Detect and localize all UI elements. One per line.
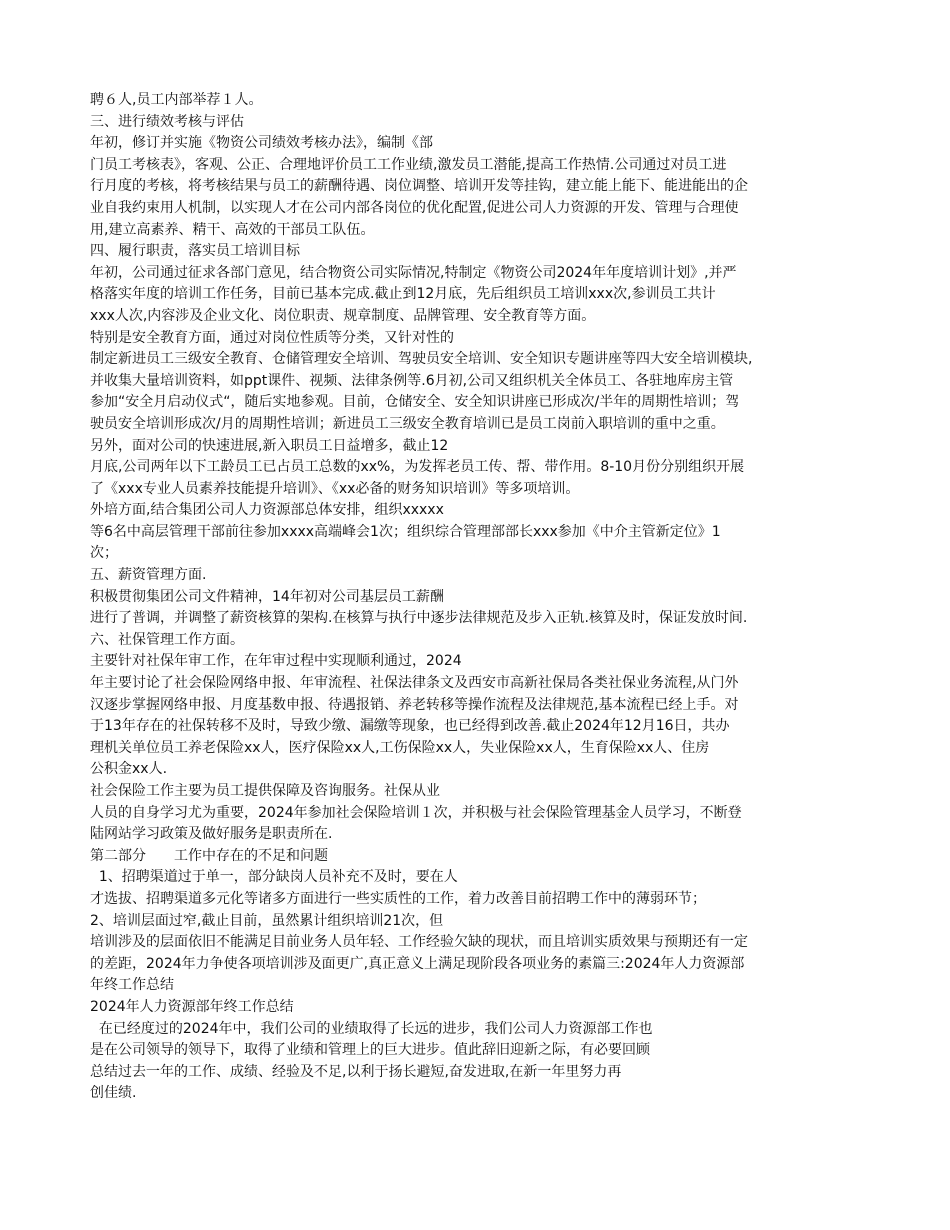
text-line: 1、招聘渠道过于单一，部分缺岗人员补充不及时，要在人 (90, 869, 458, 886)
text-line: 月底,公司两年以下工龄员工已占员工总数的xx%，为发挥老员工传、帮、带作用。8-10月份分别组织开展 (90, 459, 745, 476)
text-line: 行月度的考核，将考核结果与员工的薪酬待遇、岗位调整、培训开发等挂钩，建立能上能下、能进能出的企 (90, 178, 748, 195)
text-line: 才选拔、招聘渠道多元化等诸多方面进行一些实质性的工作，着力改善目前招聘工作中的薄弱环节； (90, 890, 706, 907)
text-line: 并收集大量培训资料，如ppt课件、视频、法律条例等.6月初,公司又组织机关全体员工、各驻地库房主管 (90, 372, 734, 389)
text-line: 等6名中高层管理干部前往参加xxxx高端峰会1次；组织综合管理部部长xxx参加《中介主管新定位》1 (90, 523, 721, 540)
text-line: 主要针对社保年审工作，在年审过程中实现顺利通过，2024 (90, 653, 462, 670)
text-line: 次； (90, 545, 118, 562)
text-line: 公积金xx人. (90, 761, 168, 778)
text-line: 的差距，2024年力争使各项培训涉及面更广,真正意义上满足现阶段各项业务的素篇三:2024年人力资源部 (90, 955, 745, 972)
text-line: 年主要讨论了社会保险网络申报、年审流程、社保法律条文及西安市高新社保局各类社保业务流程,从门外 (90, 675, 739, 692)
text-line: 汉逐步掌握网络申报、月度基数申报、待遇报销、养老转移等操作流程及法律规范,基本流程已经上手。对 (90, 696, 739, 713)
text-line: 制定新进员工三级安全教育、仓储管理安全培训、驾驶员安全培训、安全知识专题讲座等四大安全培训模块, (90, 351, 753, 368)
text-line: 年初，公司通过征求各部门意见，结合物资公司实际情况,特制定《物资公司2024年年度培训计划》,并严 (90, 264, 737, 281)
text-line: 进行了普调，并调整了薪资核算的架构.在核算与执行中逐步法律规范及步入正轨.核算及时，保证发放时间. (90, 610, 748, 627)
text-line: xxx人次,内容涉及企业文化、岗位职责、规章制度、品牌管理、安全教育等方面。 (90, 307, 596, 324)
text-line: 格落实年度的培训工作任务，目前已基本完成.截止到12月底，先后组织员工培训xxx次,参训员工共计 (90, 286, 716, 303)
text-line: 了《xxx专业人员素养技能提升培训》、《xx必备的财务知识培训》等多项培训。 (90, 480, 580, 497)
text-line: 2、培训层面过窄,截止目前，虽然累计组织培训21次，但 (90, 912, 444, 929)
text-line: 聘６人,员工内部举荐１人。 (90, 92, 263, 108)
text-line: 社会保险工作主要为员工提供保障及咨询服务。社保从业 (90, 783, 440, 799)
text-line: 六、社保管理工作方面。 (90, 631, 244, 648)
text-line: 理机关单位员工养老保险xx人，医疗保险xx人,工伤保险xx人，失业保险xx人，生育保险xx人、住房 (90, 739, 710, 756)
text-line: 2024年人力资源部年终工作总结 (90, 998, 294, 1015)
text-line: 培训涉及的层面依旧不能满足目前业务人员年轻、工作经验欠缺的现状，而且培训实质效果与预期还有一定 (90, 934, 748, 951)
text-line: 年终工作总结 (90, 977, 174, 994)
text-line: 人员的自身学习尤为重要，2024年参加社会保险培训１次，并积极与社会保险管理基金人员学习，不断登 (90, 804, 742, 821)
text-line: 年初，修订并实施《物资公司绩效考核办法》，编制《部 (90, 135, 433, 152)
text-line: 第二部分 工作中存在的不足和问题 (90, 847, 328, 864)
text-line: 参加“安全月启动仪式“，随后实地参观。目前，仓储安全、安全知识讲座已形成次/半年的周期性培训；驾 (90, 394, 740, 411)
text-line: 用,建立高素养、精干、高效的干部员工队伍。 (90, 221, 375, 238)
text-line: 门员工考核表》，客观、公正、合理地评价员工工作业绩,激发员工潜能,提高工作热情.公司通过对员工进 (90, 156, 727, 173)
text-line: 驶员安全培训形成次/月的周期性培训；新进员工三级安全教育培训已是员工岗前入职培训的重中之重。 (90, 415, 725, 432)
text-line: 创佳绩. (90, 1085, 137, 1102)
text-line: 是在公司领导的领导下，取得了业绩和管理上的巨大进步。值此辞旧迎新之际，有必要回顾 (90, 1042, 650, 1059)
text-line: 五、薪资管理方面. (90, 567, 207, 584)
text-line: 四、履行职责，落实员工培训目标 (90, 243, 300, 260)
text-line: 三、进行绩效考核与评估 (90, 113, 244, 130)
text-line: 另外，面对公司的快速进展,新入职员工日益增多，截止12 (90, 437, 449, 454)
text-line: 外培方面,结合集团公司人力资源部总体安排，组织xxxxx (90, 502, 444, 519)
text-line: 陆网站学习政策及做好服务是职责所在. (90, 826, 333, 843)
text-line: 于13年存在的社保转移不及时，导致少缴、漏缴等现象，也已经得到改善.截止2024年12月16日，共办 (90, 718, 730, 735)
text-line: 总结过去一年的工作、成绩、经验及不足,以利于扬长避短,奋发进取,在新一年里努力再 (90, 1063, 622, 1080)
text-line: 特别是安全教育方面，通过对岗位性质等分类，又针对性的 (90, 329, 454, 346)
text-line: 在已经度过的2024年中，我们公司的业绩取得了长远的进步，我们公司人力资源部工作也 (90, 1020, 653, 1037)
document-body (90, 90, 870, 1105)
text-line: 业自我约束用人机制，以实现人才在公司内部各岗位的优化配置,促进公司人力资源的开发、管理与合理使 (90, 199, 739, 216)
text-line: 积极贯彻集团公司文件精神，14年初对公司基层员工薪酬 (90, 588, 444, 605)
